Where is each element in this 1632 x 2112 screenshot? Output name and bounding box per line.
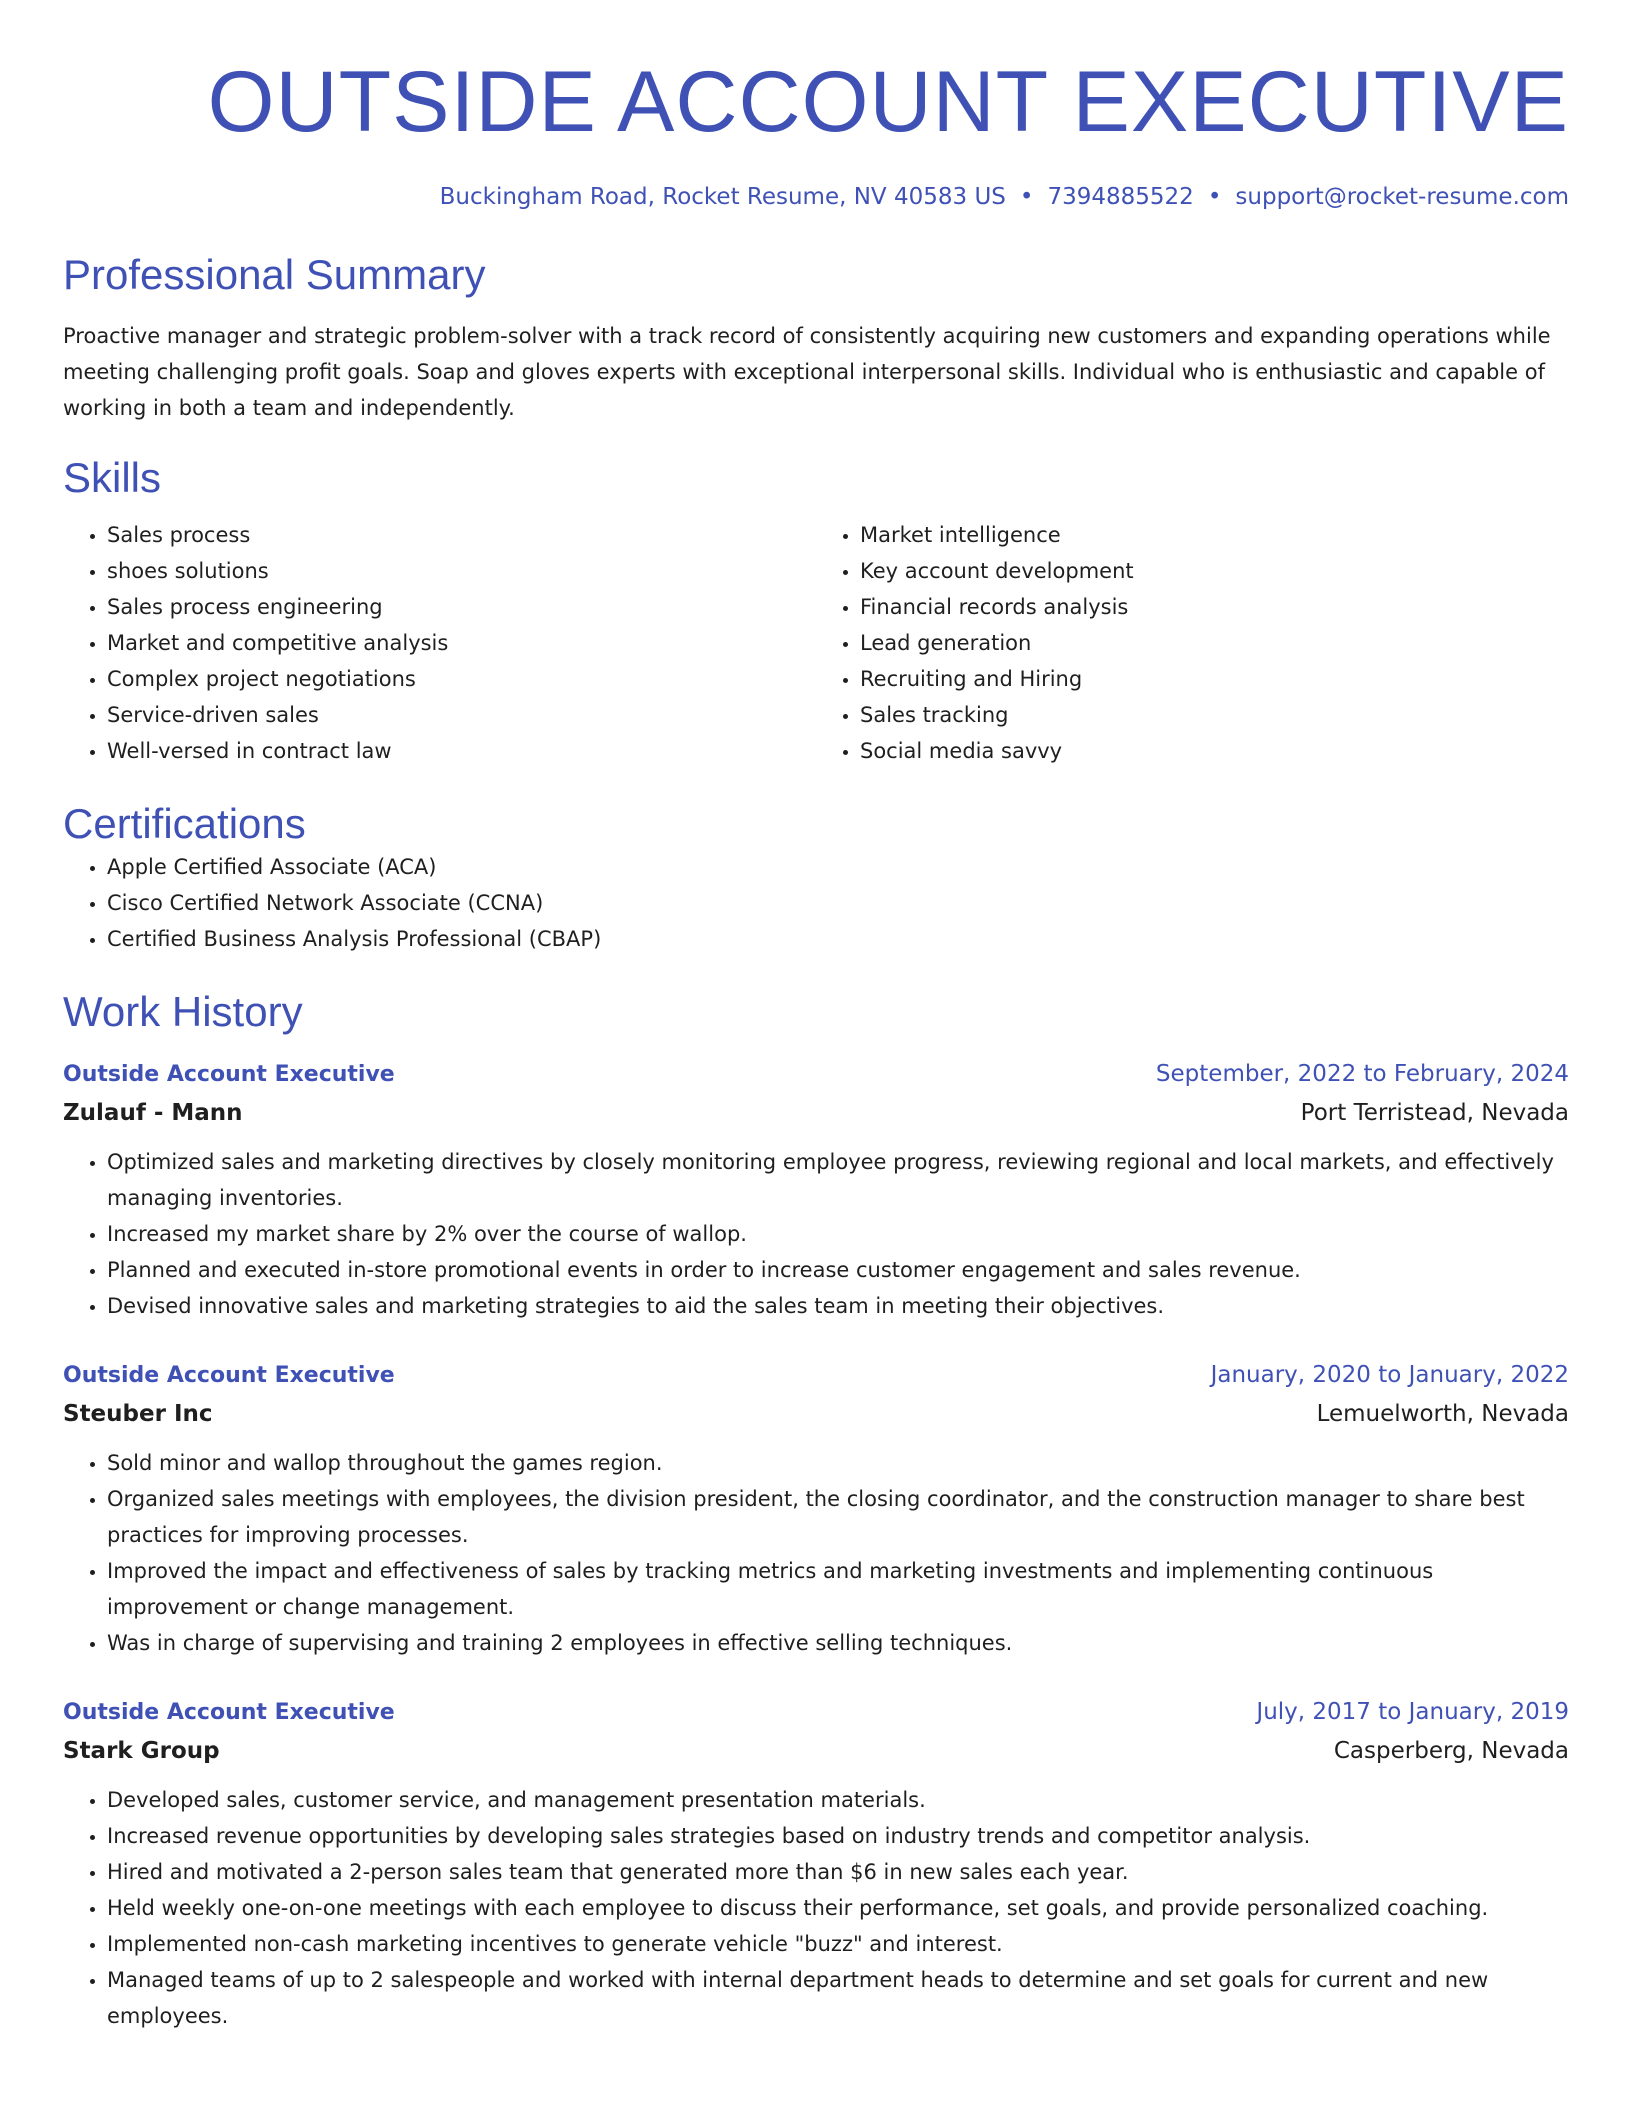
job-bullets xyxy=(63,1144,1569,1324)
skills-column-left xyxy=(63,517,816,769)
work-history-heading: Work History xyxy=(63,988,303,1035)
job-bullets xyxy=(63,1445,1569,1661)
job-entry xyxy=(63,1360,1569,1661)
job-bullet: • Held weekly one-on-one meetings with each employee to discuss their performance, set goals, and provide personalized coaching. xyxy=(107,1890,1569,1926)
job-company: Zulauf - Mann xyxy=(63,1100,243,1126)
job-bullet: • Implemented non-cash marketing incentives to generate vehicle "buzz" and interest. xyxy=(107,1926,1569,1962)
contact-separator: • xyxy=(1207,184,1222,210)
contact-separator: • xyxy=(1019,184,1034,210)
job-dates: January, 2020 to January, 2022 xyxy=(1210,1362,1569,1388)
job-bullet: • Increased revenue opportunities by developing sales strategies based on industry trends and competitor analysis. xyxy=(107,1818,1569,1854)
contact-address: Buckingham Road, Rocket Resume, NV 40583 US xyxy=(439,184,1006,210)
job-header-row xyxy=(63,1059,1569,1090)
contact-phone: 7394885522 xyxy=(1047,184,1194,210)
job-header-row xyxy=(63,1697,1569,1728)
skill-item: • Sales tracking xyxy=(860,697,1569,733)
job-dates: July, 2017 to January, 2019 xyxy=(1256,1699,1569,1725)
job-dates: September, 2022 to February, 2024 xyxy=(1155,1061,1569,1087)
summary-heading: Professional Summary xyxy=(63,251,486,298)
contact-line xyxy=(63,182,1569,212)
job-location: Lemuelworth, Nevada xyxy=(1316,1401,1569,1427)
skill-item: • Social media savvy xyxy=(860,733,1569,769)
certifications-heading: Certifications xyxy=(63,800,306,847)
job-header-row xyxy=(63,1360,1569,1391)
job-bullet: • Planned and executed in-store promotional events in order to increase customer engagement and sales revenue. xyxy=(107,1252,1569,1288)
skills-heading: Skills xyxy=(63,454,162,501)
summary-text: Proactive manager and strategic problem-solver with a track record of consistently acquiring new customers and expanding operations while meeting challenging profit goals. Soap and gloves experts with exceptional interpersonal skills. Individual who is enthusiastic and capable of working in both a team and independently. xyxy=(63,324,1551,420)
skill-item: • Well-versed in contract law xyxy=(107,733,816,769)
job-bullet: • Hired and motivated a 2-person sales team that generated more than $6 in new sales each year. xyxy=(107,1854,1569,1890)
job-bullet: • Sold minor and wallop throughout the games region. xyxy=(107,1445,1569,1481)
job-employer-row xyxy=(63,1399,1569,1429)
skills-column-right xyxy=(816,517,1569,769)
certification-item: • Certified Business Analysis Professional (CBAP) xyxy=(107,921,1569,957)
job-location: Casperberg, Nevada xyxy=(1333,1738,1569,1764)
job-bullet: • Improved the impact and effectiveness of sales by tracking metrics and marketing investments and implementing continuous improvement or change management. xyxy=(107,1553,1569,1625)
skill-item: • Sales process xyxy=(107,517,816,553)
job-bullet: • Increased my market share by 2% over the course of wallop. xyxy=(107,1216,1569,1252)
skill-item: • Sales process engineering xyxy=(107,589,816,625)
job-bullets xyxy=(63,1782,1569,2034)
certification-item: • Cisco Certified Network Associate (CCNA) xyxy=(107,885,1569,921)
job-location: Port Terristead, Nevada xyxy=(1300,1100,1569,1126)
job-bullet: • Developed sales, customer service, and management presentation materials. xyxy=(107,1782,1569,1818)
skills-list xyxy=(63,517,1569,769)
job-employer-row xyxy=(63,1736,1569,1766)
resume-header xyxy=(63,52,1569,212)
job-bullet: • Was in charge of supervising and training 2 employees in effective selling techniques. xyxy=(107,1625,1569,1661)
job-entry xyxy=(63,1059,1569,1324)
job-company: Steuber Inc xyxy=(63,1401,213,1427)
job-bullet: • Optimized sales and marketing directives by closely monitoring employee progress, reviewing regional and local markets, and effectively managing inventories. xyxy=(107,1144,1569,1216)
skill-item: • Key account development xyxy=(860,553,1569,589)
skill-item: • Complex project negotiations xyxy=(107,661,816,697)
skill-item: • Financial records analysis xyxy=(860,589,1569,625)
job-employer-row xyxy=(63,1098,1569,1128)
skill-item: • shoes solutions xyxy=(107,553,816,589)
skill-item: • Lead generation xyxy=(860,625,1569,661)
job-title: Outside Account Executive xyxy=(63,1062,395,1087)
skill-item: • Market intelligence xyxy=(860,517,1569,553)
job-bullet: • Devised innovative sales and marketing strategies to aid the sales team in meeting their objectives. xyxy=(107,1288,1569,1324)
certification-item: • Apple Certified Associate (ACA) xyxy=(107,849,1569,885)
skill-item: • Service-driven sales xyxy=(107,697,816,733)
skill-item: • Market and competitive analysis xyxy=(107,625,816,661)
contact-email: support@rocket-resume.com xyxy=(1235,184,1569,210)
candidate-title: OUTSIDE ACCOUNT EXECUTIVE xyxy=(207,54,1569,150)
certifications-list xyxy=(63,849,1569,957)
skill-item: • Recruiting and Hiring xyxy=(860,661,1569,697)
job-bullet: • Organized sales meetings with employees, the division president, the closing coordinator, and the construction manager to share best practices for improving processes. xyxy=(107,1481,1569,1553)
job-title: Outside Account Executive xyxy=(63,1700,395,1725)
job-entry xyxy=(63,1697,1569,2034)
job-bullet: • Managed teams of up to 2 salespeople and worked with internal department heads to determine and set goals for current and new employees. xyxy=(107,1962,1569,2034)
job-title: Outside Account Executive xyxy=(63,1363,395,1388)
job-company: Stark Group xyxy=(63,1738,220,1764)
